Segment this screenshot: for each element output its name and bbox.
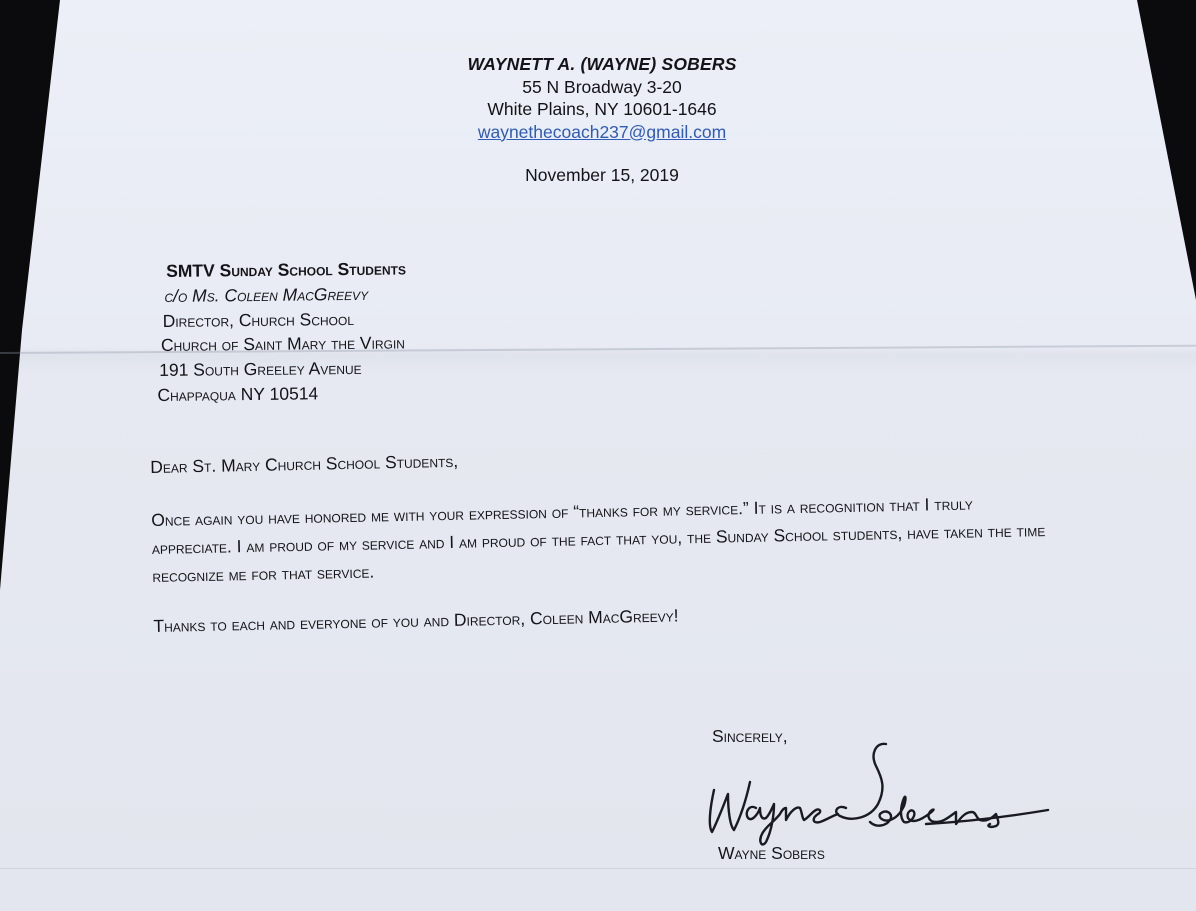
- signer-name: Wayne Sobers: [718, 843, 825, 863]
- recipient-line: Chappaqua NY 10514: [157, 383, 319, 406]
- recipient-line: SMTV Sunday School Students: [166, 258, 406, 281]
- letter-date: November 15, 2019: [525, 165, 679, 185]
- sender-street: 55 N Broadway 3-20: [522, 76, 682, 97]
- recipient-address: [157, 256, 407, 407]
- thanks-line: Thanks to each and everyone of you and Director, Coleen MacGreevy!: [153, 605, 679, 636]
- salutation: Dear St. Mary Church School Students,: [150, 450, 459, 477]
- letterhead: [400, 53, 804, 143]
- recipient-line: Church of Saint Mary the Virgin: [160, 332, 405, 356]
- handwritten-signature: [700, 738, 1060, 848]
- letter-body: [150, 439, 1073, 637]
- sender-email-link[interactable]: waynethecoach237@gmail.com: [477, 121, 727, 142]
- closing: Sincerely,: [712, 726, 788, 746]
- sender-city: White Plains, NY 10601-1646: [487, 99, 717, 119]
- recipient-line: c/o Ms. Coleen MacGreevy: [164, 283, 369, 306]
- recipient-line: 191 South Greeley Avenue: [159, 358, 362, 381]
- body-paragraph: Once again you have honored me with your expression of “thanks for my service.” It is a recognition that I truly appreciate. I am proud of my service and I am proud of the fact that you, the Sunday School students, have taken the time recognize me for that service.: [151, 493, 1046, 586]
- sender-name: WAYNETT A. (WAYNE) SOBERS: [467, 54, 737, 74]
- recipient-line: Director, Church School: [162, 308, 355, 331]
